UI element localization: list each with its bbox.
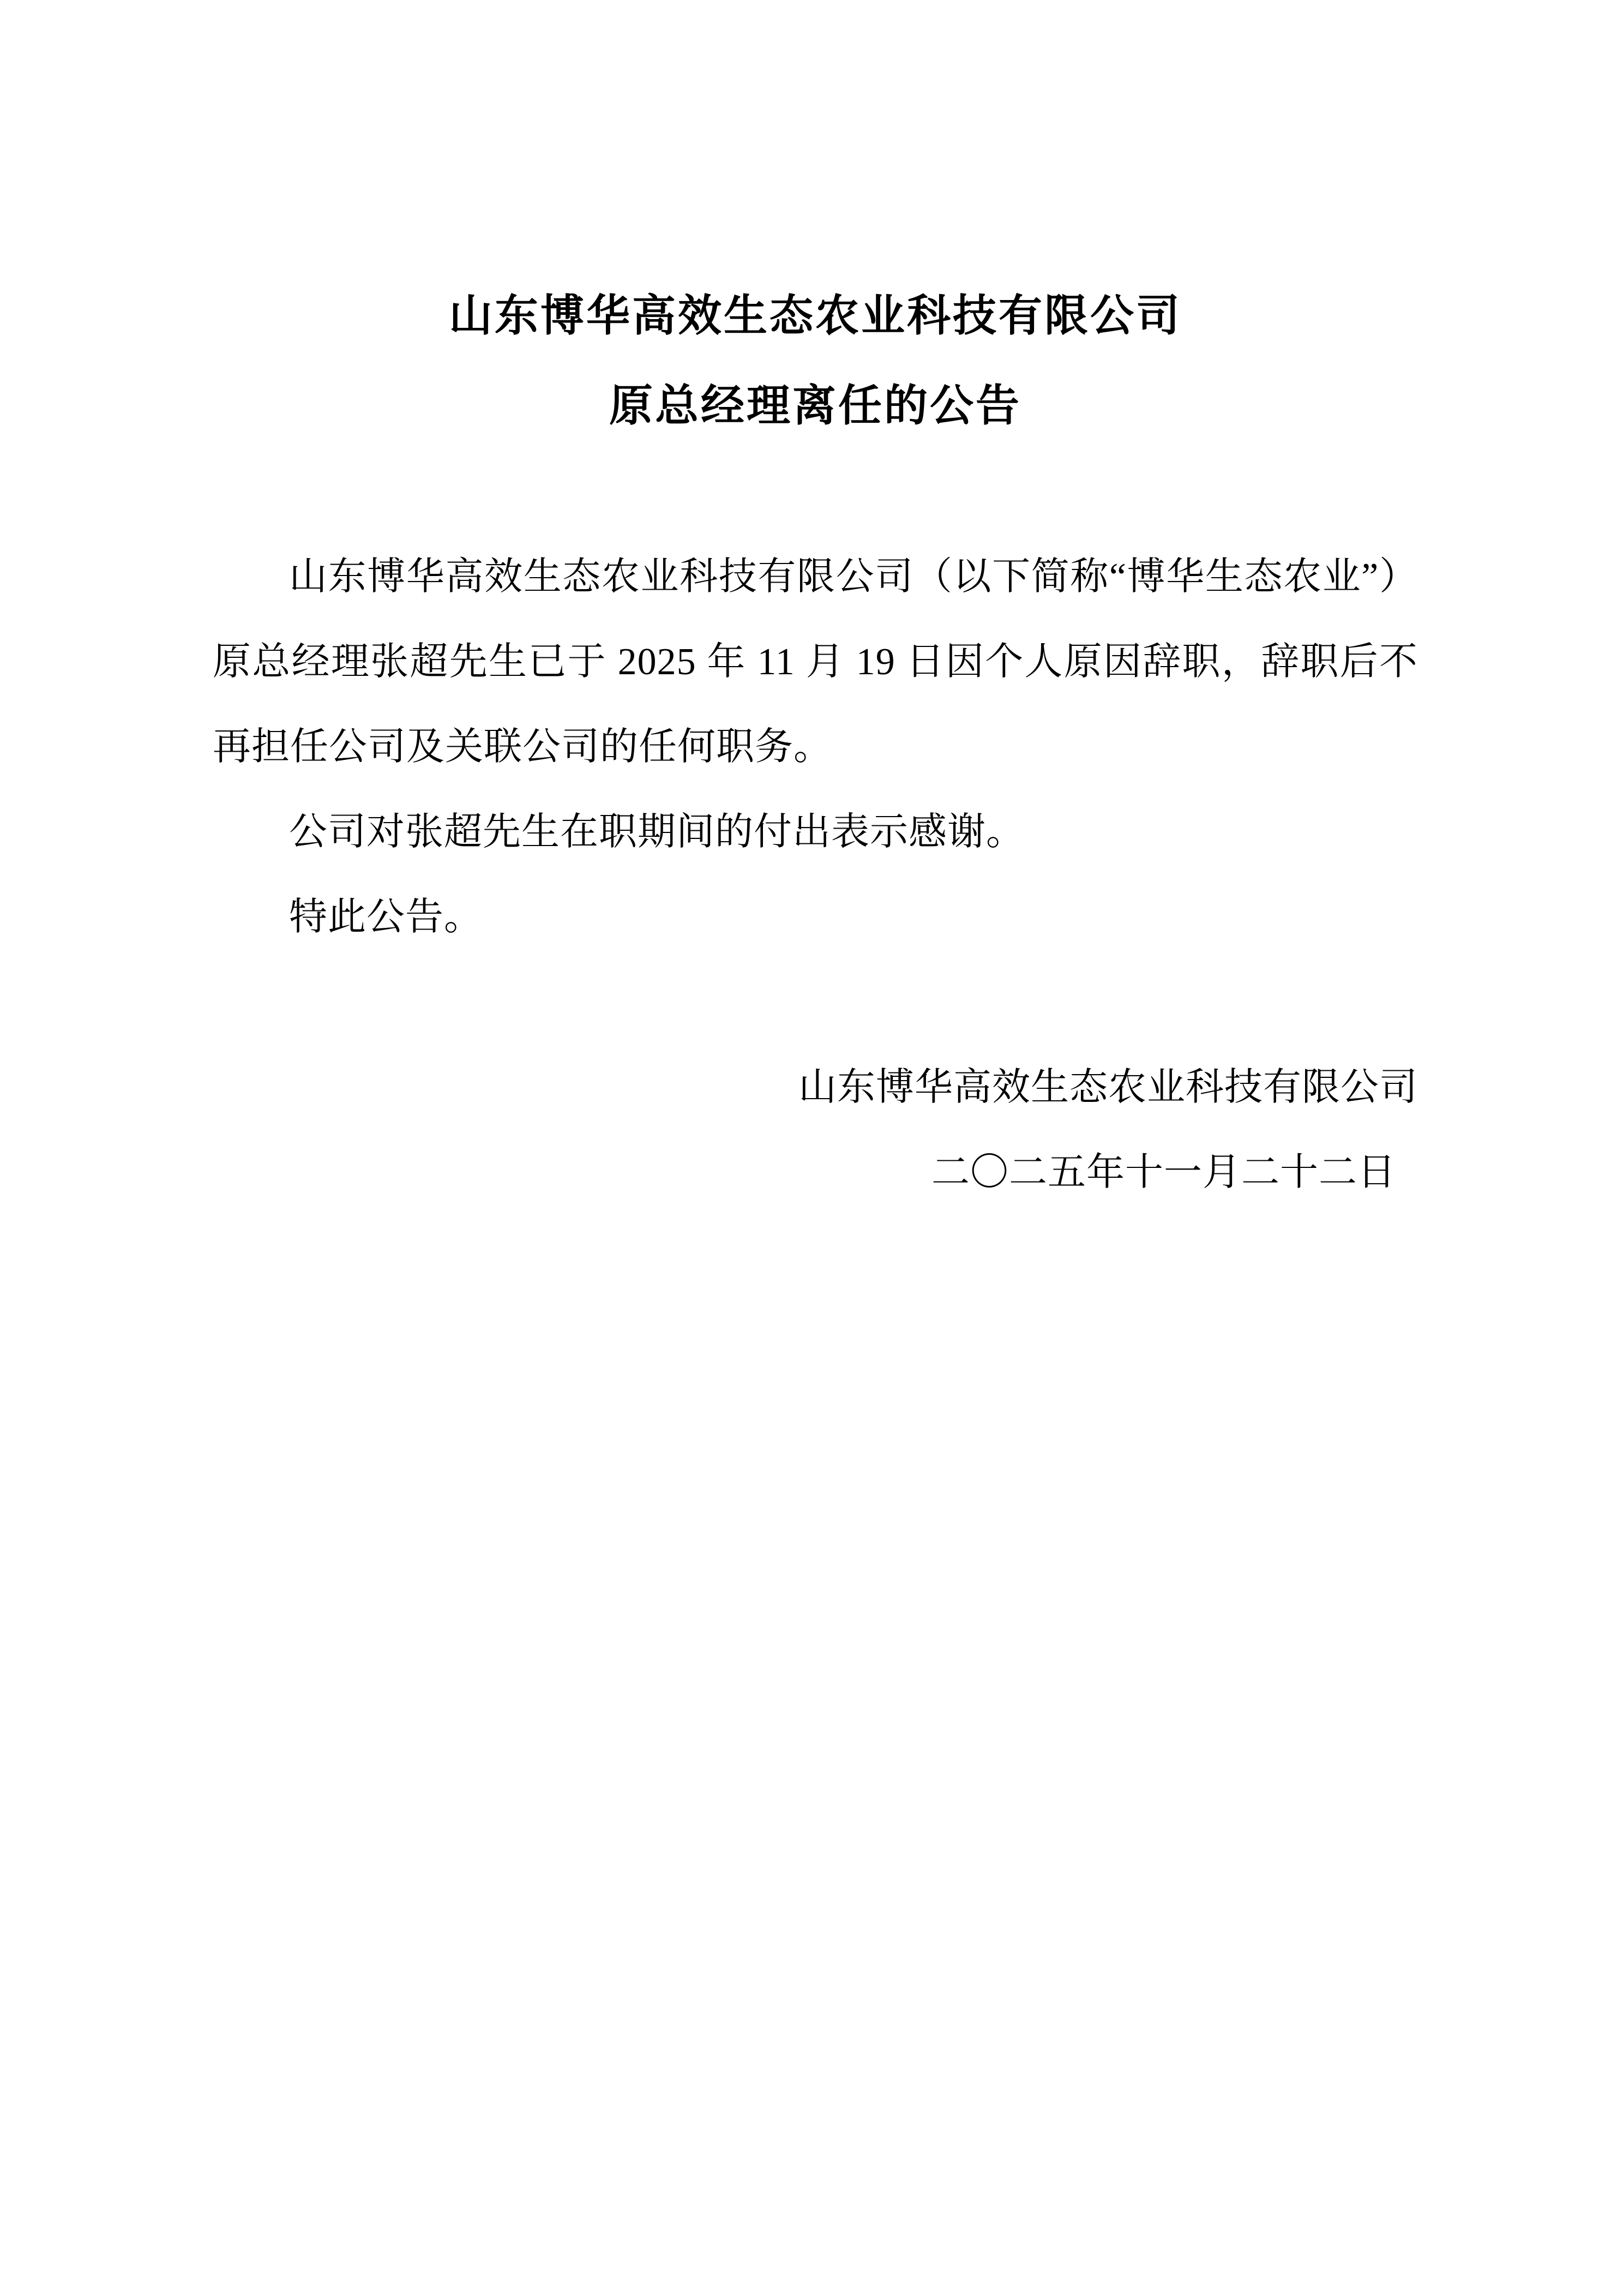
signature-date: 二〇二五年十一月二十二日 bbox=[931, 1152, 1396, 1194]
signature-block bbox=[213, 1045, 1418, 1215]
body-paragraph-resignation: 山东博华高效生态农业科技有限公司（以下简称“博华生态农业”）原总经理张超先生已于 2025 年 11 月 19 日因个人原因辞职，辞职后不再担任公司及关联公司的任何职务。 bbox=[213, 556, 1418, 768]
document-body bbox=[213, 535, 1418, 960]
document-title-company: 山东博华高效生态农业科技有限公司 bbox=[449, 292, 1182, 340]
document-title-subject: 原总经理离任的公告 bbox=[609, 382, 1021, 430]
body-paragraph-closing: 特此公告。 bbox=[289, 896, 483, 938]
body-paragraph-thanks: 公司对张超先生在职期间的付出表示感谢。 bbox=[289, 811, 1025, 853]
signature-company-name: 山东博华高效生态农业科技有限公司 bbox=[798, 1066, 1418, 1108]
